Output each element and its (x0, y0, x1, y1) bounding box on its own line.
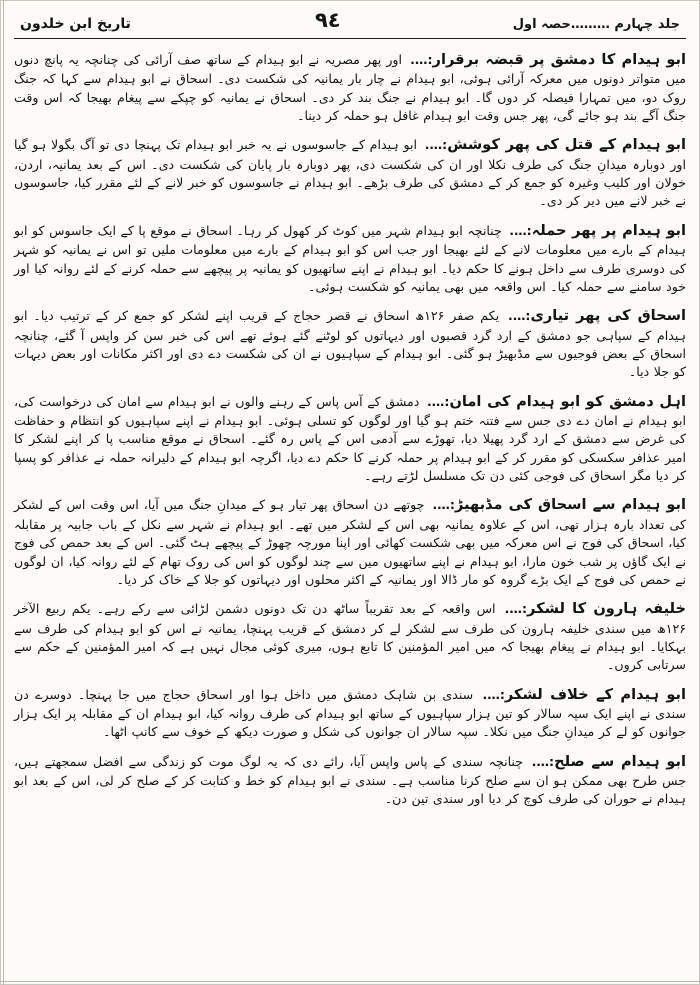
scan-edge-bottom (0, 981, 700, 982)
paragraph (14, 49, 686, 125)
paragraph-heading: ابو ہیدام کے خلاف لشکر (504, 685, 686, 703)
paragraph (14, 598, 686, 674)
paragraph-separator: :…. (410, 52, 433, 67)
book-title: تاریخ ابن خلدون (20, 16, 131, 32)
paragraph-separator: :…. (531, 753, 555, 769)
paragraph-body: اس واقعہ کے بعد تقریباً ساٹھ دن تک دونوں دشمن لڑائی سے رکے رہے۔ یکم ربیع الآخر ۱۲۶ھ میں سندی خلیفہ ہارون کی طرف سے لشکر لے کر دمشق کے قریب پہنچا، یمانیہ نے اس کو ابو ہیدام کی طرف سے بہکایا۔ ابو ہیدام نے پیغام بھیجا کہ میں امیر المؤمنین کا تابع ہوں، میری کوئی مجال نہیں ہے کہ امیر المؤمنین کے حکم سے سرتابی کروں۔ (14, 601, 686, 673)
paragraph-heading: ابو ہیدام سے صلح (554, 752, 686, 770)
paragraph-body: ابو ہیدام کے جاسوسوں نے یہ خبر ابو ہیدام تک پہنچا دی تو آگ بگولا ہو گیا اور دوبارہ میدانِ جنگ کی طرف نکلا اور ان کی شکست دی، پھر دوبارہ بار پایان کی شکست دی۔ اس کے بعد یمانیہ، اردن، خولان اور کلیب وغیرہ کو جمع کر کے دمشق کی طرف بڑھے۔ ابو ہیدام نے جاسوسوں کو خبر لانے کے لئے مقرر کیا، جاسوسوں نے خبر لانے میں دیر کر دی۔ (14, 137, 686, 209)
paragraph-separator: :…. (509, 222, 532, 238)
paragraph-separator: :…. (427, 393, 450, 409)
paragraph-heading: ابو ہیدام سے اسحاق کی مڈبھیڑ (454, 496, 687, 514)
header-rule (14, 38, 686, 39)
paragraph (14, 134, 686, 210)
paragraph-separator: :…. (482, 686, 505, 702)
paragraph-body: اور پھر مصریہ نے ابو ہیدام کے ساتھ صف آرائی کی چنانچہ یہ پانچ دنوں میں متواتر دونوں میں معرکہ آرائی ہوئی، ابو ہیدام نے چار بار یمانیہ کی شکست دی۔ اسحاق نے ابو ہیدام سے کہا کہ جنگ روک دو، میں تمہارا فیصلہ کر دوں گا۔ ابو ہیدام نے جنگ بند کر دی۔ اسحاق نے یمانیہ کو چپکے سے پیغام بھیجا کہ اس وقت جنگ آگے بند ہو جائے گی، پھر جس وقت ابو ہیدام غافل ہو حملہ کر دینا۔ (14, 52, 686, 124)
paragraph-body: چنانچہ ابو ہیدام شہر میں کوٹ کر کھول کر رہا۔ اسحاق نے موقع پا کے ایک جاسوس کو ابو ہیدام کے بارے میں معلومات لانے کے لئے بھیجا اور جب اس کو ابو ہیدام کے بارے میں معلومات ملیں تو اس نے یمانیہ کو شہر کی دوسری طرف سے داخل ہونے کا حکم دیا۔ ابو ہیدام نے اپنے ساتھیوں کو یمانیہ پر پیچھے سے حملہ کرنے کے لئے روانہ کیا اور خود سامنے سے حملہ کیا۔ اس واقعہ میں بھی یمانیہ کو شکست ہوئی۔ (14, 222, 686, 294)
paragraph (14, 305, 686, 381)
paragraph-body: سندی بن شاہک دمشق میں داخل ہوا اور اسحاق حجاج میں جا پہنچا۔ دوسرے دن سندی نے اپنے ایک سپہ سالار کو تین ہزار سپاہیوں کے ساتھ ابو ہیدام کی طرف روانہ کیا، ابو ہیدام ان کے مقابلہ پر ایک ہزار جوانوں کو لے کر میدانِ جنگ میں نکلا۔ سپہ سالار ان جوانوں کی شکل و صورت دیکھ کے خوف سے کانپ اٹھا۔ (14, 686, 686, 740)
paragraph-body: یکم صفر ۱۲۶ھ اسحاق نے قصر حجاج کے قریب اپنے لشکر کو جمع کر کے ترتیب دیا۔ ابو ہیدام کے سپاہی جو دمشق کے ارد گرد قصبوں اور دیہاتوں کو لوٹنے گئے ہوئے تھے اس کی خبر سن کر واپس آ گئے، چنانچہ اسحاق کے بعض فوجیوں سے مڈبھیڑ ہو گئی۔ ابو ہیدام کے سپاہیوں نے ان کی شکست دے دی اور اکثر مکانات اور بعض دیہات کو جلا دیا۔ (14, 308, 686, 380)
page-number: ٩٤ (314, 8, 341, 32)
paragraph (14, 391, 686, 486)
scan-edge-left (3, 0, 4, 985)
paragraph-separator: :…. (424, 137, 448, 153)
paragraph-separator: :…. (508, 308, 531, 324)
paragraph (14, 751, 686, 809)
paragraph-body: چوتھے دن اسحاق پھر تیار ہو کے میدانِ جنگ میں آیا، اس وقت اس کے لشکر کی تعداد بارہ ہزار تھی، اس کے علاوہ یمانیہ بھی اس کے لشکر میں تھے۔ ابو ہیدام نے شہر سے نکل کے باب جابیہ پر مقابلہ کیا، اسحاق کی فوج نے اس معرکہ میں بھی شکست کھائی اور اپنا مورچہ چھوڑ کے پیچھے ہٹ گئی۔ اس کے بعد حمص کی فوج نے ایک گاؤں پر شب خون مارا، ابو ہیدام نے اپنے ساتھیوں میں سے چند لوگوں کو اس کی روک تھام کے لئے روانہ کیا، ان لوگوں نے حمص کی فوج کے ایک بڑے گروہ کو مار ڈالا اور یمانیہ کے اکثر محلوں اور دیہاتوں کو جلا کے خاک کر دیا۔ (14, 497, 686, 587)
paragraph-body: چنانچہ سندی کے پاس واپس آیا، رائے دی کہ یہ لوگ موت کو زندگی سے افضل سمجھتے ہیں، جس طرح بھی ممکن ہو ان سے صلح کرنا مناسب ہے۔ سندی نے ابو ہیدام کو خط و کتابت کر کے صلح کر لی، اس کے بعد ابو ہیدام نے حوران کی طرف کوچ کر دیا اور سندی تین دن۔ (14, 753, 686, 807)
paragraph (14, 494, 686, 589)
paragraph-separator: :…. (504, 601, 528, 617)
paragraph (14, 684, 686, 742)
paragraph-heading: اسحاق کی پھر تیاری (530, 307, 687, 325)
page-header (14, 6, 686, 35)
paragraph-separator: :…. (432, 497, 455, 513)
paragraph-heading: ابو ہیدام کے قتل کی پھر کوشش (447, 136, 686, 154)
paragraph-heading: اہل دمشق کو ابو ہیدام کی امان (449, 392, 686, 410)
paragraph-heading: ابو ہیدام پر پھر حملہ (531, 221, 686, 239)
paragraph-heading: ابو ہیدام کا دمشق پر قبضہ برقرار (432, 51, 686, 68)
paragraph-body: دمشق کے آس پاس کے رہنے والوں نے ابو ہیدام سے امان کی درخواست کی، ابو ہیدام نے امان دے دی جس سے فتنہ ختم ہو گیا اور لوگوں کو تسلی ہوئی۔ ابو ہیدام نے اپنے سپاہیوں کو انتظام و حفاظت کی غرض سے دمشق کے ارد گرد پھیلا دیا، تھوڑے سے آدمی اس کے پاس رہ گئے۔ اسحاق نے موقع مناسب پا کر اپنے لشکر کا امیر عذافر سکسکی کو مقرر کر کے ابو ہیدام پر حملہ کرنے کا حکم دے دیا، اگرچہ ابو ہیدام کے دلیرانہ حملہ نے عذافر کو پسپا کر دیا مگر اسحاق کی فوجی کئی دن تک مسلسل لڑتے رہے۔ (14, 393, 686, 484)
paragraph (14, 220, 686, 296)
paragraph-heading: خلیفہ ہارون کا لشکر (527, 600, 686, 618)
volume-info: جلد چہارم ………حصہ اول (512, 17, 680, 32)
